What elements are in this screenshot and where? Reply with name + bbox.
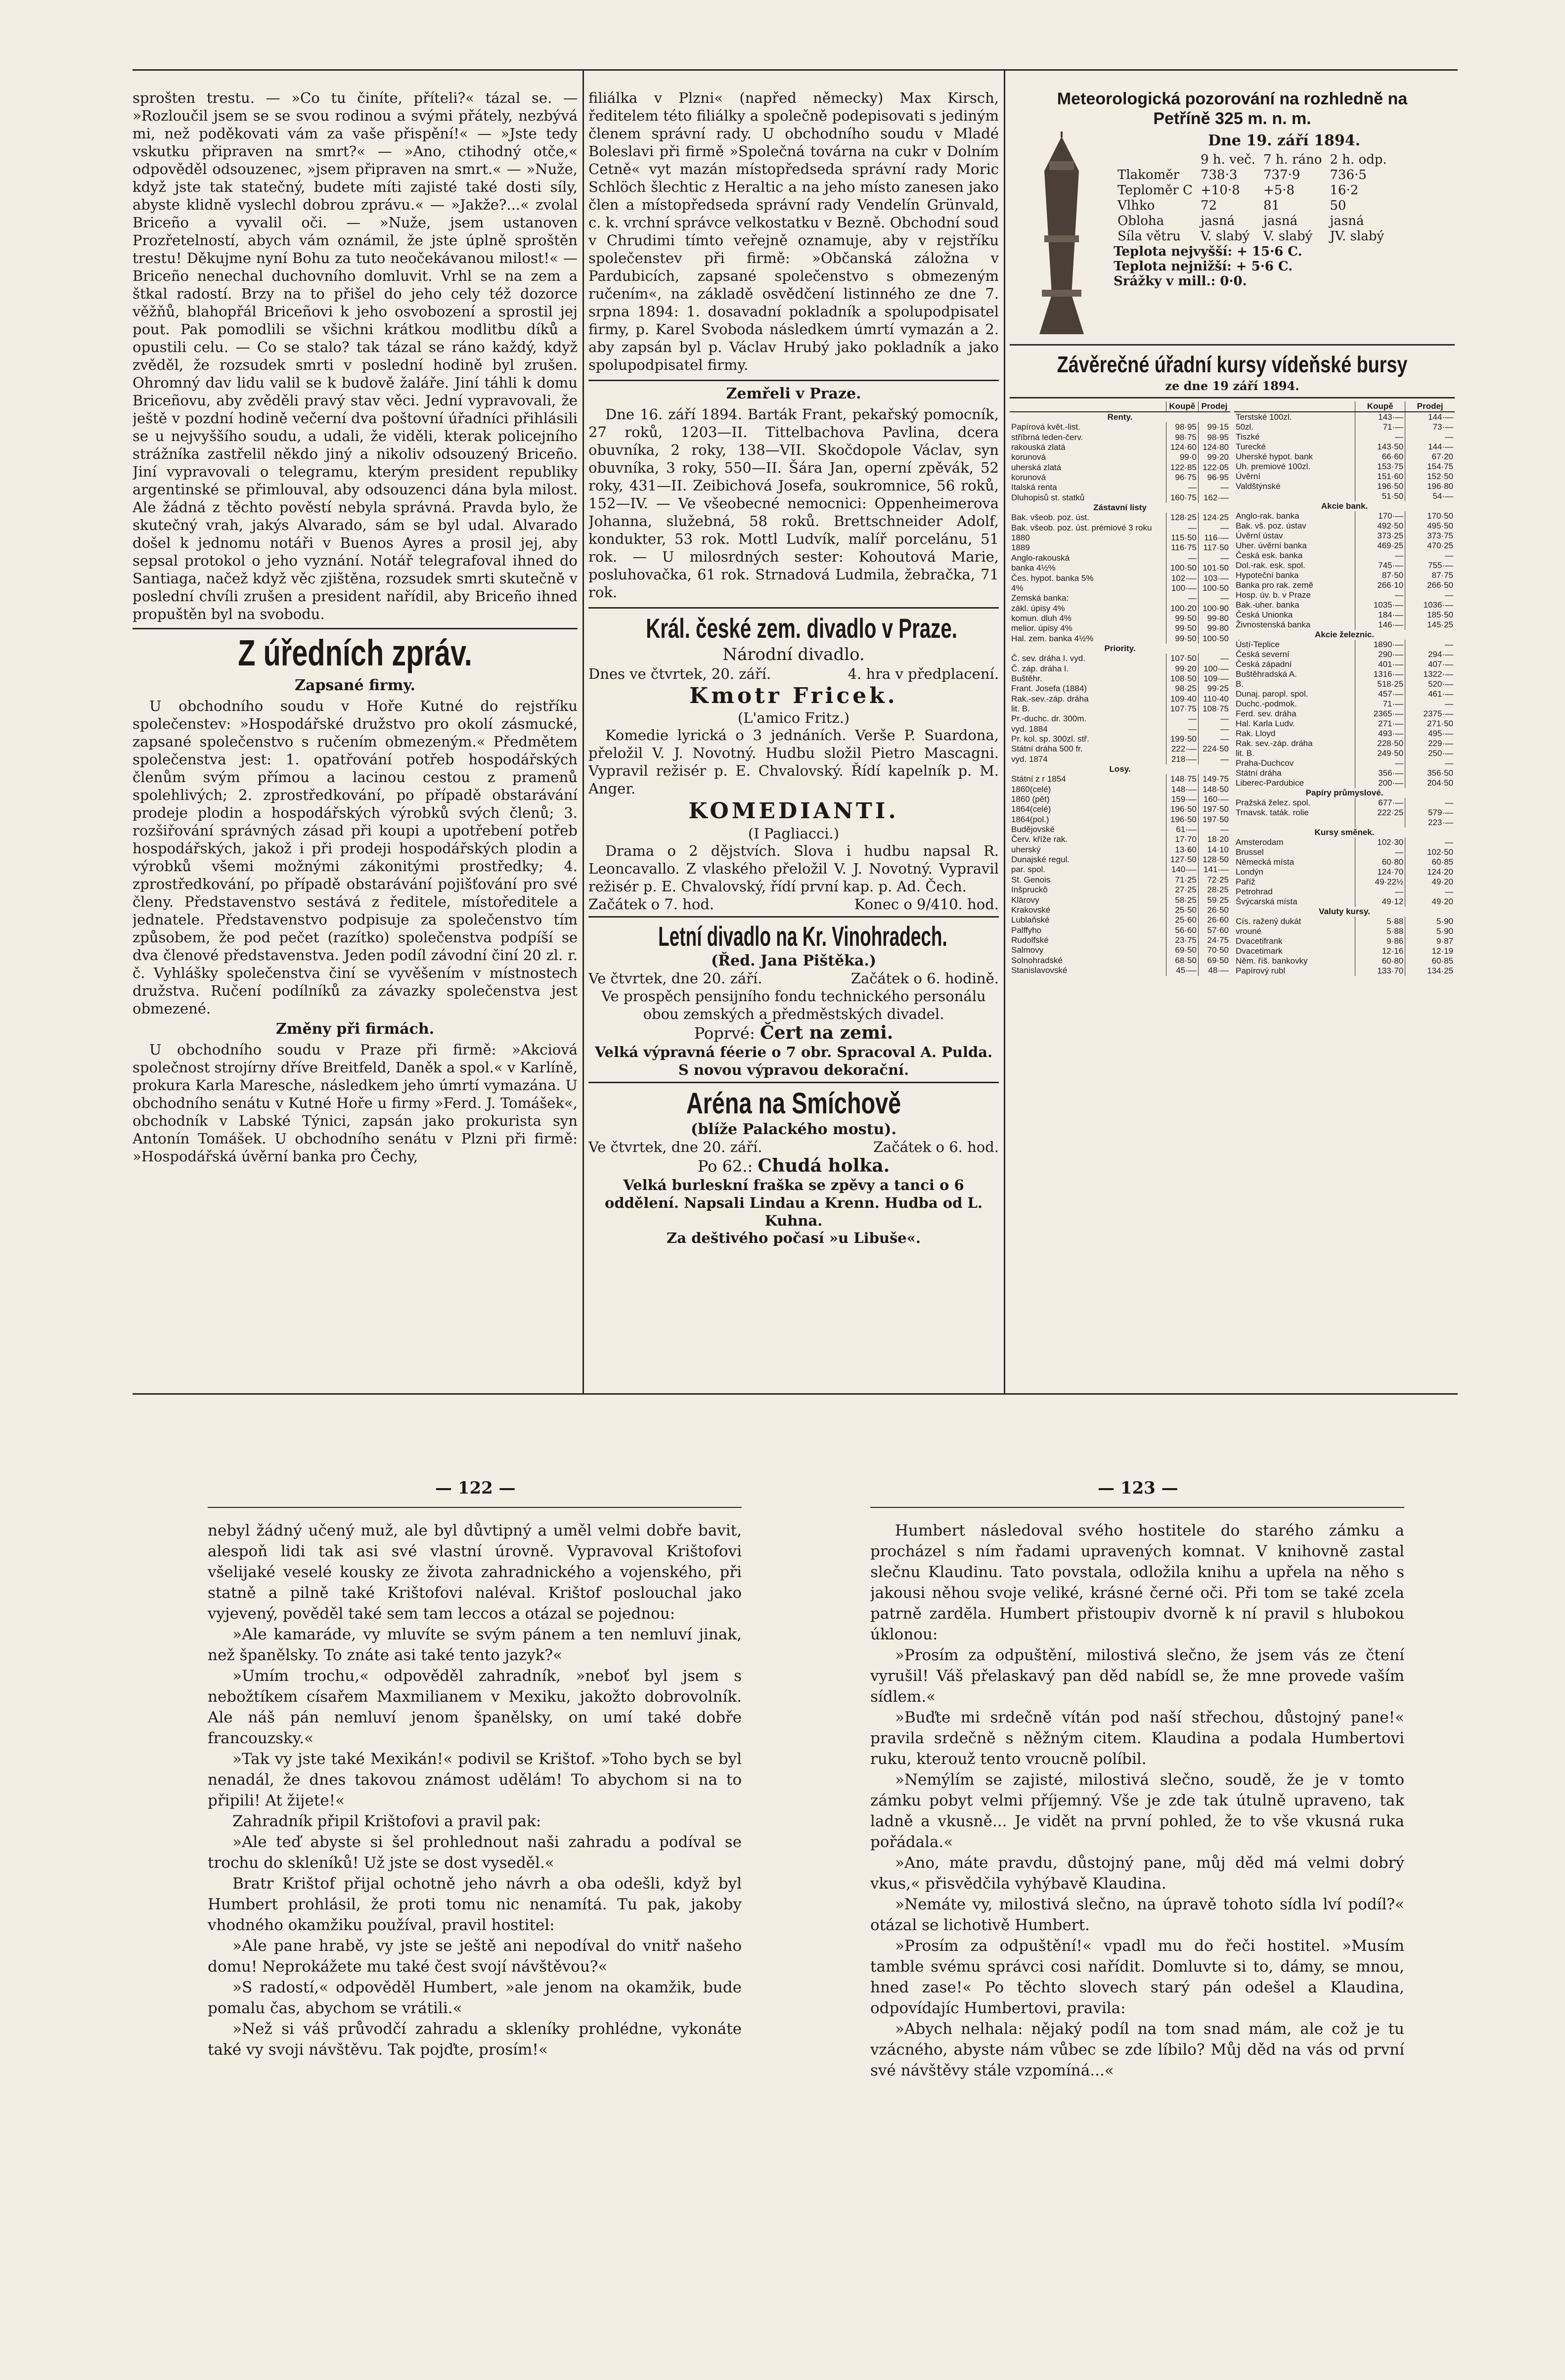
bourse-row: Papírová květ.-list. 98·95 99·15 xyxy=(1010,422,1230,432)
bourse-date: ze dne 19 září 1894. xyxy=(1165,379,1299,393)
zemreli-text: Dne 16. září 1894. Barták Frant, pekařský pomocník, 27 roků, 1203—II. Tittelbachova Pavlina, dcera obuvníka, 2 roky, 138—VII. Skočdopole Václav, syn obuvníka, 3 roky, 550—II. Šára Jan, operní zpěvák, 52 roky, 431—II. Zeibichová Josefa, soukromnice, 56 roků, 152—IV. — Ve všeobecné nemocnici: Oppenheimerova Johanna, služebná, 58 roků. Brettschneider Adolf, kondukter, 53 rok. Mottl Ludvík, malíř porcelánu, 51 rok. — U milosrdných sester: Kohoutová Marie, posluhovačka, 61 rok. Strnadová Ludmila, žebračka, 71 rok. xyxy=(588,406,999,601)
play-title-1: Kmotr Fricek. xyxy=(689,683,898,708)
theatre-title-3: Aréna na Smíchově xyxy=(686,1087,901,1120)
rain-note: Za deštivého počasí »u Libuše«. xyxy=(667,1230,921,1246)
subhead-zemreli: Zemřeli v Praze. xyxy=(726,385,861,402)
meteo-col: 7 h. ráno xyxy=(1263,152,1322,167)
petrin-tower-icon xyxy=(1010,132,1114,339)
bourse-row: Ústí-Teplice 1890·— — xyxy=(1234,640,1455,650)
play-desc-2: Drama o 2 dějstvích. Slova i hudbu napsal R. Leoncavallo. Z vlaského přeložil V. J. Novotný. Vypravil režisér p. E. Chvalovský, řídí první kap. p. Ad. Čech. xyxy=(588,842,999,895)
bourse-row: Státní dráha 500 fr. 222·— 224·50 xyxy=(1010,744,1230,754)
divider xyxy=(1010,344,1455,346)
play-title-3: Poprvé: Čert na zemi. xyxy=(694,1022,894,1043)
bourse-section-heading: Priority. xyxy=(1104,643,1136,653)
bourse-row: Rak. sev.-záp. dráha 228·50 229·— xyxy=(1234,739,1455,749)
meteo-tmin: Teplota nejnižší: + 5·6 C. xyxy=(1114,259,1293,274)
bourse-row: par. spol. 140·— 141·— xyxy=(1010,865,1230,875)
bourse-row: Hypoteční banka 87·50 87·75 xyxy=(1234,571,1455,580)
play-subtitle-2: (I Pagliacci.) xyxy=(748,825,840,842)
bourse-row: Valdštýnské 196·50 196·80 xyxy=(1234,482,1455,491)
theatre-line-3: Ve čtvrtek, dne 20. září. Začátek o 6. hod. xyxy=(588,1139,999,1155)
book-page-right xyxy=(870,1520,1404,2361)
meteo-rainfall: Srážky v mill.: 0·0. xyxy=(1114,274,1247,289)
bourse-row: Úvěrní ústav 373·25 373·75 xyxy=(1234,531,1455,541)
bourse-row: Budějovské 61·— — xyxy=(1010,825,1230,835)
bourse-row: Dluhopisů st. statků 160·75 162·— xyxy=(1010,493,1230,503)
bourse-row: melior. úpisy 4% 99·50 99·80 xyxy=(1010,623,1230,633)
bourse-row: Trnavsk. taták. rolie 222·25 579·— xyxy=(1234,808,1455,818)
bourse-row: Česká západní 401·— 407·— xyxy=(1234,660,1455,669)
bourse-section-heading: Valuty kursy. xyxy=(1319,907,1370,916)
play-title-2: KOMEDIANTI. xyxy=(688,798,899,824)
bourse-row: Č. záp. dráha I. 99·20 100·— xyxy=(1010,664,1230,674)
bourse-row: Česká Unionka 184·— 185·50 xyxy=(1234,610,1455,620)
bourse-row: 1860(celé) 148·— 148·50 xyxy=(1010,785,1230,794)
bourse-row: Terstské 100zl. 143·— 144·— xyxy=(1234,412,1455,422)
divider xyxy=(588,607,999,609)
bourse-row: vrouné 5·88 5·90 xyxy=(1234,926,1455,936)
bourse-section-heading: Renty. xyxy=(1107,412,1133,422)
bourse-row: Něm. říš. bankovky 60·80 60·85 xyxy=(1234,956,1455,966)
book-paragraph: Zahradník připil Krištofovi a pravil pak: xyxy=(232,1812,541,1830)
page-number-left: — 122 — xyxy=(435,1478,516,1498)
zmeny-text: U obchodního soudu v Praze při firmě: »Akciová společnost strojírny dříve Breitfeld, Daněk a spol.« v Karlíně, prokura Karla Maresche, následkem jeho úmrtí vymazána. U obchodního senátu v Kutné Hoře u firmy »Ferd. J. Tomášek«, obchodník v Labské Týnici, zapsán jako prokurista syn Antonín Tomášek. U obchodního senátu v Plzni při firmě: »Hospodářská úvěrní banka pro Čechy, xyxy=(133,1041,578,1165)
bourse-tables xyxy=(1010,401,1455,976)
meteo-title: Meteorologická pozorování na rozhledně na Petříně 325 m. n. m. xyxy=(1057,89,1408,128)
book-paragraph: »Buďte mi srdečně vítán pod naší střechou, důstojný pane!« pravila srdečně s něžným citem. Klaudina a podala Humbertovi ruku, kterouž tento vroucně políbil. xyxy=(870,1709,1404,1768)
bourse-row: zákl. úpisy 4% 100·20 100·90 xyxy=(1010,604,1230,614)
book-paragraph: »Tak vy jste také Mexikán!« podivil se Krištof. »Toho bych se byl nenadál, že dnes takovou známost udělám! To abychom si na to připili! At žijete!« xyxy=(208,1750,742,1809)
bourse-section-heading: Akcie bank. xyxy=(1321,501,1368,511)
book-paragraph: »Prosím za odpuštění!« vpadl mu do řeči hostitel. »Musím tamble svému správci cosi nařídit. Domluvte si to, dámy, se mnou, hned zase!« Po těchto slovech starý pán odešel a Klaudina, odpovídajíc Humbertovi, pravila: xyxy=(870,1937,1404,2017)
theatre-title-2: Letní divadlo na Kr. Vinohradech. xyxy=(658,921,947,952)
bourse-row: Lublaňské 25·60 26·60 xyxy=(1010,915,1230,925)
subhead-zmeny: Změny při firmách. xyxy=(275,1020,435,1038)
divider xyxy=(133,628,578,629)
book-paragraph: »S radostí,« odpověděl Humbert, »ale jenom na okamžik, bude pomalu čas, abychom se vrátili.« xyxy=(208,1979,742,2017)
bourse-row: Duchc.-podmok. 71·— — xyxy=(1234,699,1455,709)
meteo-table: 9 h. več. 7 h. ráno 2 h. odp. Tlakoměr 738·3 737·9 736·5 Teploměr C +10·8 +5·8 16·2 Vlhko 72 81 50 Obloha jasná jasná jasná Síla větru V. slabý V. slabý JV. slabý xyxy=(1114,152,1391,244)
bourse-row: uherská zlatá 122·85 122·05 xyxy=(1010,463,1230,473)
meteo-data xyxy=(1114,132,1455,289)
play-subtitle-1: (L'amico Fritz.) xyxy=(737,709,850,726)
bourse-section-heading: Papíry průmyslové. xyxy=(1305,788,1384,797)
bourse-row: Paříž 49·22½ 49·20 xyxy=(1234,877,1455,887)
bourse-row: Salmovy 69·50 70·50 xyxy=(1010,945,1230,955)
bourse-row: 1864(pol.) 196·50 197·50 xyxy=(1010,815,1230,825)
bourse-row: Úvěrní 151·60 152·50 xyxy=(1234,472,1455,482)
bourse-row: Německá místa 60·80 60·85 xyxy=(1234,857,1455,867)
bourse-row: St. Genois 71·25 72·25 xyxy=(1010,875,1230,885)
bourse-row: Pr. kol. sp. 300zl. stř. 199·50 — xyxy=(1010,734,1230,744)
play-desc-4: Velká burleskní fraška se zpěvy a tanci o 6 oddělení. Napsali Lindau a Krenn. Hudba od L. Kuhna. xyxy=(605,1177,983,1229)
page-rule-left xyxy=(208,1507,742,1508)
bourse-row: Frant. Josefa (1884) 98·25 99·25 xyxy=(1010,684,1230,694)
bourse-row: Uh. premiové 100zl. 153·75 154·75 xyxy=(1234,462,1455,472)
book-paragraph: »Abych nelhala: nějaký podíl na tom snad mám, ale což je tu vzácného, abyste nám vůbec se zde líbilo? Můj děd na vás od první své návštěvy stále vzpomíná...« xyxy=(870,2020,1404,2079)
divider xyxy=(1010,397,1455,398)
bourse-row: Inšpruckô 27·25 28·25 xyxy=(1010,885,1230,895)
bourse-row: vyd. 1874 218·— — xyxy=(1010,754,1230,764)
bourse-section-heading: Kursy směnek. xyxy=(1314,828,1375,837)
bourse-row: rakouská zlatá 124·60 124·80 xyxy=(1010,442,1230,452)
book-paragraph: »Prosím za odpuštění, milostivá slečno, že jsem vás ze čtení vyrušil! Váš přelaskavý pan děd nabídl se, že mne provede vaším sídlem.« xyxy=(870,1646,1404,1706)
theatre-sub-2: (Řed. Jana Pištěka.) xyxy=(711,952,877,970)
bourse-row: Rak.-sev.-záp. dráha 109·40 110·40 xyxy=(1010,694,1230,704)
bourse-section-heading: Akcie železnic. xyxy=(1314,630,1374,639)
col2-firm-text: filiálka v Plzni« (napřed německy) Max Kirsch, ředitelem této filiálky a společně podepisovati s jediným členem správní rady. U obchodního soudu v Mladé Boleslavi při firmě »Společná továrna na cukr v Dolním Cetně« vyt mazán místopředseda správní rady Moric Schlöch šlechtic z Heraltic a na jeho místo zanesen jako člen a místopředseda správní rady Vendelín Grünvald, c. k. vrchní správce velkostatku v Bezně. Obchodní soud v Chrudimi tímto veřejně oznamuje, aby v rejstříku společenstev při firmě: »Občanská záložna v Pardubicích, zapsané společenstvo s obmezeným ručením«, na základě osvědčení listinného ze dne 7. srpna 1894: 1. dosavadní pokladník a spolupodpisatel firmy, p. Karel Svoboda následkem úmrtí vymazán a 2. aby zapsán byl p. Václav Hrubý jako pokladník a jako spolupodpisatel firmy. xyxy=(588,89,999,373)
bourse-row: vyd. 1884 — — xyxy=(1010,724,1230,734)
bourse-section-heading: Losy. xyxy=(1109,764,1131,774)
bourse-row: Palffyho 56·60 57·60 xyxy=(1010,926,1230,935)
bourse-row: Státní z r 1854 148·75 149·75 xyxy=(1010,774,1230,784)
column-rule xyxy=(1004,69,1005,1394)
divider xyxy=(588,380,999,381)
bourse-row: Papírový rubl 133·70 134·25 xyxy=(1234,966,1455,976)
bourse-row: B. 518·25 520·— xyxy=(1234,679,1455,689)
book-paragraph: Humbert následoval svého hostitele do starého zámku a procházel s ním řadami upravených komnat. V knihovně zastal slečnu Klaudinu. Tato povstala, odložila knihu a upřela na něho s jakousi něhou svoje veliké, krásné černé oči. Při tom se také zcela patrně zardĕla. Humbert přistoupiv dvorně k ní pravil s hlubokou úklonou: xyxy=(870,1522,1404,1643)
meteo-date: Dne 19. září 1894. xyxy=(1207,132,1361,149)
bourse-row: Dvacetimark 12·16 12·19 xyxy=(1234,946,1455,956)
bourse-row: Živnostenská banka 146·— 145·25 xyxy=(1234,620,1455,630)
book-paragraph: nebyl žádný učený muž, ale byl důvtipný a uměl velmi dobře bavit, alespoň lidi tak asi své vlastní úrovně. Vypravoval Krištofovi všelijaké veselé kousky ze života zahradnického a vojenského, při statně a pilně také Krištofovi naléval. Krištof poslouchal jako vyjevený, pověděl také sem tam leccos a otázal se pojednou: xyxy=(208,1522,742,1623)
bourse-row: Čes. hypot. banka 5% 102·— 103·— xyxy=(1010,573,1230,583)
bourse-row: Dunaj. paropl. spol. 457·— 461·— xyxy=(1234,689,1455,699)
theatre-title-1: Král. české zem. divadlo v Praze. xyxy=(646,613,957,644)
bourse-row: lit. B. 107·75 108·75 xyxy=(1010,704,1230,714)
meteo-tmax: Teplota nejvyšší: + 15·6 C. xyxy=(1114,244,1302,259)
bourse-row: Banka pro rak. země 266·10 266·50 xyxy=(1234,580,1455,590)
bourse-row: Švýcarská místa 49·12 49·20 xyxy=(1234,897,1455,907)
meteo-col: 2 h. odp. xyxy=(1330,152,1387,167)
divider xyxy=(588,1082,999,1083)
bourse-row: korunová 99·0 99·20 xyxy=(1010,452,1230,462)
bourse-title: Závěrečné úřadní kursy vídeňské bursy xyxy=(1057,352,1408,377)
bourse-row: Hal. zem. banka 4½% 99·50 100·50 xyxy=(1010,634,1230,644)
bourse-row: stříbrná leden-červ. 98·75 98·95 xyxy=(1010,433,1230,442)
bourse-row: 1889 116·75 117·50 xyxy=(1010,543,1230,553)
book-paragraph: Bratr Krištof přijal ochotně jeho návrh a oba odešli, když byl Humbert prohlásil, že proti tomu nic nenamítá. Tu pak, jakoby vhodného okamžiku používal, pravil hostitel: xyxy=(208,1875,742,1934)
play-desc-1: Komedie lyrická o 3 jednáních. Verše P. Suardona, přeložil V. J. Novotný. Hudbu složil Pietro Mascagni. Vypravil režisér p. E. Chvalovský. Řídí kapelník p. M. Anger. xyxy=(588,727,999,797)
bourse-row: Bak.-uher. banka 1035·— 1036·— xyxy=(1234,600,1455,610)
bourse-row: korunová 96·75 96·95 xyxy=(1010,473,1230,483)
bourse-row: Turecké 143·50 144·— xyxy=(1234,442,1455,452)
book-paragraph: »Nemýlím se zajisté, milostivá slečno, soudě, že je v tomto zámku pobyt velmi příjemný. Vše je zde tak útulně upraveno, tak ladně a vkusně... Je vidět na první pohled, že to vše vkusná ruka pořádala.« xyxy=(870,1771,1404,1851)
bourse-row: Uherské hypot. bank 66·60 67·20 xyxy=(1234,452,1455,462)
book-paragraph: »Nemáte vy, milostivá slečno, na úpravě tohoto sídla lví podíl?« otázal se lichotivě Humbert. xyxy=(870,1895,1404,1934)
bourse-row: Anglo-rak. banka 170·— 170·50 xyxy=(1234,511,1455,521)
book-paragraph: »Než si váš průvodčí zahradu a skleníky prohlédne, vykonáte také vy svoji návštěvu. Tak pojďte, prosím!« xyxy=(208,2020,742,2059)
bourse-row: uherský 13·60 14·10 xyxy=(1010,845,1230,855)
book-paragraph: »Ale kamaráde, vy mluvíte se svým pánem a ten nemluví jinak, než španělsky. To znáte asi také tento jazyk?« xyxy=(208,1626,742,1664)
bourse-row: Tiszké — — xyxy=(1234,432,1455,442)
bourse-row: Pražská želez. spol. 677·— — xyxy=(1234,798,1455,808)
bourse-row: Státní dráha 356·— 356·50 xyxy=(1234,768,1455,778)
meteo-block xyxy=(1010,132,1455,339)
top-rule xyxy=(133,69,1458,71)
page-rule-right xyxy=(870,1507,1404,1508)
bourse-row: Krakovské 25·50 26·50 xyxy=(1010,905,1230,915)
subhead-zapsane: Zapsané firmy. xyxy=(295,677,415,694)
bourse-row: Dunajské regul. 127·50 128·50 xyxy=(1010,855,1230,865)
book-paragraph: »Umím trochu,« odpověděl zahradník, »neboť byl jsem s nebožtíkem císařem Maxmilianem v Mexiku, jakožto dobrovolník. Ale náš pán nemluví jenom španělsky, on umí také dobře francouzsky.« xyxy=(208,1667,742,1747)
column-2 xyxy=(588,89,999,1394)
bourse-row: 1860 (pět) 159·— 160·— xyxy=(1010,794,1230,804)
bourse-section-heading: Zástavní listy xyxy=(1093,503,1147,513)
column-3 xyxy=(1010,89,1455,1394)
bourse-row: komun. dluh 4% 99·50 99·80 xyxy=(1010,614,1230,623)
theatre-times-1: Začátek o 7. hod. Konec o 9/410. hod. xyxy=(588,896,999,913)
bottom-rule xyxy=(133,1393,1458,1395)
bourse-row: Dol.-rak. esk. spol. 745·— 755·— xyxy=(1234,561,1455,571)
bourse-row: lit. B. 249·50 250·— xyxy=(1234,749,1455,758)
bourse-row: Č. sev. dráha I. vyd. 107·50 — xyxy=(1010,654,1230,663)
book-paragraph: »Ale pane hrabě, vy jste se ještě ani nepodíval do vnitř našeho domu! Neprokážete mu také čest svojí návštěvou?« xyxy=(208,1937,742,1976)
book-paragraph: »Ale teď abyste si šel prohlednout naši zahradu a podíval se trochu do skleníků! Už jste se dost vyseděl.« xyxy=(208,1833,742,1872)
bourse-row: Zemská banka: — — xyxy=(1010,593,1230,603)
bourse-row: Bak. všeob. pоz. úst. prémiové 3 roku — — xyxy=(1010,523,1230,533)
play-title-4: Po 62.: Chudá holka. xyxy=(697,1155,890,1176)
bourse-row: banka 4½% 100·50 101·50 xyxy=(1010,563,1230,573)
theatre-sub-1: Národní divadlo. xyxy=(722,645,865,664)
bourse-row: Italská renta — — xyxy=(1010,483,1230,492)
bourse-row: Pr.-duchc. dr. 300m. — — xyxy=(1010,714,1230,724)
bourse-row: Uher. úvěrní banka 469·25 470·25 xyxy=(1234,541,1455,551)
article-briceno: sprošten trestu. — »Co tu činíte, příteli?« tázal se. — »Rozloučil jsem se se svou rodinou a svými přátely, nezbývá mi, než poděkovati vám za vaše přispění!« — »Jste tedy vskutku připraven na smrt?« — »Ano, ctihodný otče,« odpověděl odsouzenec, »jsem připraven na smrt.« — »Nuže, když jste tak statečný, budete míti zajisté také dosti síly, abyste klidně vyslechl dobrou zprávu.« — »Jakže?...« zvolal Briceño a vyvalil oči. — »Nuže, jsem ustanoven Prozřetelností, abych vám oznámil, že jste úplně sproštěn trestu! Děkujme nyní Bohu za tuto neočekávanou milost!« — Briceño nenechal duchovního domluvit. Vrhl se na zem a štkal radostí. Brzy na to přišel do jeho cely též dozorce věžňů, blahopřál Briceñovi k jeho osvobození a sprostil jej pout. Pak pomodlili se všichni krátkou modlitbu díků a opustili celu. — Co se stalo? tak tázal se ráno každý, když zvěděl, že rozsudek smrti v poslední hodině byl zrušen. Ohromný dav lidu valil se k budově žaláře. Jiní táhli k domu Briceñovu, aby zvěděli pravý stav věci. Jední vypravovali, že ještě v pozdní hodině večerní dva poštovní úřadníci přihlásili se u nejvyššího soudu, a udali, že viděli, kterak policejního strážníka zastřelil někdo jiný a nikoliv odsouzený Briceño. Jiní vypravovali o telegramu, kterým president republiky argentinské se přimlouval, aby odsouzenci dána byla milost. Ale žádná z těchto pověstí nebyla správná. Pravda bylo, že skutečný vrah, jakýs Alvarado, sám se byl udal. Alvarado došel k jednomu notáři v Buenos Ayres a prosil jej, aby sepsal protokol o jeho vyznání. Notář telegrafoval ihned do Santiaga, načež když věc zjištěna, rozsudek smrti skutečně v poslední chvíli zrušen a president nařídil, aby Briceño ihned propuštěn byl na svobodu. xyxy=(133,89,578,622)
bourse-row: Liberec-Pardubice 200·— 204·50 xyxy=(1234,778,1455,788)
column-rule xyxy=(582,69,584,1394)
bourse-row: Hal. Karla Ludv. 271·— 271·50 xyxy=(1234,719,1455,729)
bourse-row: Česká esk. banka — — xyxy=(1234,551,1455,561)
theatre-sub-3: (blíže Palackého mostu). xyxy=(691,1121,896,1138)
bourse-row: Buštěhradská A. 1316·— 1322·— xyxy=(1234,669,1455,679)
bourse-row: 50zl. 71·— 73·— xyxy=(1234,422,1455,432)
bourse-row: Klárovy 58·25 59·25 xyxy=(1010,895,1230,905)
book-paragraph: »Ano, máte pravdu, důstojný pane, můj děd má velmi dobrý vkus,« přisvědčila vyhýbavě Klaudina. xyxy=(870,1854,1404,1893)
bourse-row: Londýn 124·70 124·20 xyxy=(1234,867,1455,877)
bourse-row: Cís. ražený dukát 5·88 5·90 xyxy=(1234,917,1455,926)
divider xyxy=(588,916,999,918)
theatre-line-2: Ve čtvrtek, dne 20. září. Začátek o 6. hodině. xyxy=(588,970,999,987)
bourse-row: Červ. kříže rak. 17·70 18·20 xyxy=(1010,835,1230,844)
play-desc-3: Velká výpravná féerie o 7 obr. Spracoval A. Pulda. S novou výpravou dekorační. xyxy=(594,1044,993,1078)
zapsane-text: U obchodního soudu v Hoře Kutné do rejstříku společenstev: »Hospodářské družstvo pro okolí zásmucké, zapsané společenstvo s ručením obmezeným.« Předmětem společenstva jest: 1. opatřování potřeb hospodářských členům svým přímou a lacinou cestou z pramenů spolehlivých; 2. zprostředkování, po případě obstarávání prodeje plodin a hospodářských výrobků svých členů; 3. rozšiřování správných zásad při koupi a upotřebení potřeb hospodářských, jakož i při prodeji hospodářských plodin a výrobků všemi možnými zákonitými prostředky; 4. zprostředkování, po případě obstarávání pojišťování pro své členy. Představenstvo sestává z ředitele, místoředitele a jednatele. Představenstvo podpisuje za společenstvo tím způsobem, že pod pečet (razítko) společenstva podpíší se dva členové představenstva. Jeden podíl závodní činí 20 zl. r. č. Vyhlášky společenstva činí se vyvěšením v místnostech družstva. Ručení podílníků za závazky společenstva jest obmezené. xyxy=(133,698,578,1017)
bourse-row: Ferd. sev. dráha 2365·— 2375·— xyxy=(1234,709,1455,719)
meteo-col: 9 h. več. xyxy=(1200,152,1255,167)
bourse-row: Amsterodam 102·30 — xyxy=(1234,837,1455,847)
bourse-row: Česká severní 290·— 294·— xyxy=(1234,650,1455,660)
bourse-row: Rudolfské 23·75 24·75 xyxy=(1010,935,1230,945)
book-page-left xyxy=(208,1520,742,2361)
bourse-row: 1864(celé) 196·50 197·50 xyxy=(1010,804,1230,814)
bourse-table-right: Koupě Prodej Terstské 100zl. 143·— 144·— 50zl. 71·— 73·— Tiszké — — Turecké 143·50 144·— Uherské hypot. bank 66·60 67·20 Uh. premiové 100zl. 153·75 154·75 Úvěrní 151·60 152·50 Valdštýnské 196·50 196·80 51·50 54·— Akcie bank. Anglo-rak. banka 170·— 170·50 Bak. vš. poz. ústav 492·50 495·50 Úvěrní ústav 373·25 373·75 Uher. úvěrní banka 469·25 470·25 Česká esk. banka — — Dol.-rak. esk. spol. 745·— 755·— Hypoteční banka 87·50 87·75 Banka pro rak. země 266·10 266·50 Hosp. úv. b. v Praze — — Bak.-uher. banka 1035·— 1036·— Česká Unionka 184·— 185·50 Živnostenská banka 146·— 145·25 Akcie železnic. Ústí-Teplice 1890·— — Česká severní 290·— 294·— Česká západní 401·— 407·— Buštěhradská A. 1316·— 1322·— B. 518·25 520·— Dunaj. paropl. spol. 457·— 461·— Duchc.-podmok. 71·— — Ferd. sev. dráha 2365·— 2375·— Hal. Karla Ludv. 271·— 271·50 Rak. Lloyd 493·— 495·— Rak. sev.-záp. dráha 228·50 229·— lit. B. 249·50 250·— Praha-Duchcov — — Státní dráha 356·— 356·50 Liberec-Pardubice 200·— 204·50 Papíry průmyslové. Pražská želez. spol. 677·— — Trnavsk. taták. rolie 222·25 579·— 223·— Kursy směnek. Amsterodam 102·30 — Brussel — 102·50 Německá místa 60·80 60·85 Londýn 124·70 124·20 Paříž 49·22½ 49·20 Petrohrad — — Švýcarská místa 49·12 49·20 Valuty kursy. Cís. ražený dukát 5·88 5·90 vrouné 5·88 5·90 Dvacetifrank 9·86 9·87 Dvacetimark 12·16 12·19 Něm. říš. bankovky 60·80 60·85 Papírový rubl 133·70 134·25 xyxy=(1234,401,1455,976)
bourse-row: Bak. všeob. pоz. úst. 128·25 124·25 xyxy=(1010,513,1230,523)
bourse-row: Rak. Lloyd 493·— 495·— xyxy=(1234,729,1455,739)
bourse-row: Praha-Duchcov — — xyxy=(1234,758,1455,768)
section-title-zprav: Z úředních zpráv. xyxy=(238,632,472,673)
bourse-row: Hosp. úv. b. v Praze — — xyxy=(1234,590,1455,600)
bourse-row: Dvacetifrank 9·86 9·87 xyxy=(1234,936,1455,946)
bourse-row: 4% 100·— 100·50 xyxy=(1010,583,1230,593)
theatre-line-1: Dnes ve čtvrtek, 20. září. 4. hra v předplacení. xyxy=(588,665,999,682)
bourse-row: Anglo-rakouská — — xyxy=(1010,553,1230,563)
bourse-row: 51·50 54·— xyxy=(1234,491,1455,501)
bourse-row: Petrohrad — — xyxy=(1234,887,1455,897)
bourse-row: Buštěhr. 108·50 109·— xyxy=(1010,674,1230,684)
bourse-row: 1880 115·50 116·— xyxy=(1010,533,1230,543)
bourse-table-left: Koupě Prodej Renty. Papírová květ.-list. 98·95 99·15 stříbrná leden-červ. 98·75 98·95 rakouská zlatá 124·60 124·80 korunová 99·0 99·20 uherská zlatá 122·85 122·05 korunová 96·75 96·95 Italská renta — — Dluhopisů st. statků 160·75 162·— Zástavní listy Bak. všeob. pоz. úst. 128·25 124·25 Bak. všeob. pоz. úst. prémiové 3 roku — — 1880 115·50 116·— 1889 116·75 117·50 Anglo-rakouská — — banka 4½% 100·50 101·50 Čes. hypot. banka 5% 102·— 103·— 4% 100·— 100·50 Zemská banka: — — zákl. úpisy 4% 100·20 100·90 komun. dluh 4% 99·50 99·80 melior. úpisy 4% 99·50 99·80 Hal. zem. banka 4½% 99·50 100·50 Priority. Č. sev. dráha I. vyd. 107·50 — Č. záp. dráha I. 99·20 100·— Buštěhr. 108·50 109·— Frant. Josefa (1884) 98·25 99·25 Rak.-sev.-záp. dráha 109·40 110·40 lit. B. 107·75 108·75 Pr.-duchc. dr. 300m. — — vyd. 1884 — — Pr. kol. sp. 300zl. stř. 199·50 — Státní dráha 500 fr. 222·— 224·50 vyd. 1874 218·— — Losy. Státní z r 1854 148·75 149·75 1860(celé) 148·— 148·50 1860 (pět) 159·— 160·— 1864(celé) 196·50 197·50 1864(pol.) 196·50 197·50 Budějovské 61·— — Červ. kříže rak. 17·70 18·20 uherský 13·60 14·10 Dunajské regul. 127·50 128·50 par. spol. 140·— 141·— St. Genois 71·25 72·25 Inšpruckô 27·25 28·25 Klárovy 58·25 59·25 Krakovské 25·50 26·50 Lublaňské 25·60 26·60 Palffyho 56·60 57·60 Rudolfské 23·75 24·75 Salmovy 69·50 70·50 Solnohradské 68·50 69·50 Stanislavovské 45·— 48·— xyxy=(1010,401,1230,976)
column-1 xyxy=(133,89,578,1394)
bourse-row: 223·— xyxy=(1234,818,1455,828)
bourse-row: Brussel — 102·50 xyxy=(1234,847,1455,857)
bourse-row: Stanislavovské 45·— 48·— xyxy=(1010,966,1230,976)
bourse-row: Solnohradské 68·50 69·50 xyxy=(1010,956,1230,966)
theatre-desc-2: Ve prospěch pensijního fondu technického personálu obou zemských a předměstských divadel. xyxy=(601,988,986,1022)
bourse-row: Bak. vš. poz. ústav 492·50 495·50 xyxy=(1234,521,1455,531)
page-number-right: — 123 — xyxy=(1098,1478,1178,1498)
